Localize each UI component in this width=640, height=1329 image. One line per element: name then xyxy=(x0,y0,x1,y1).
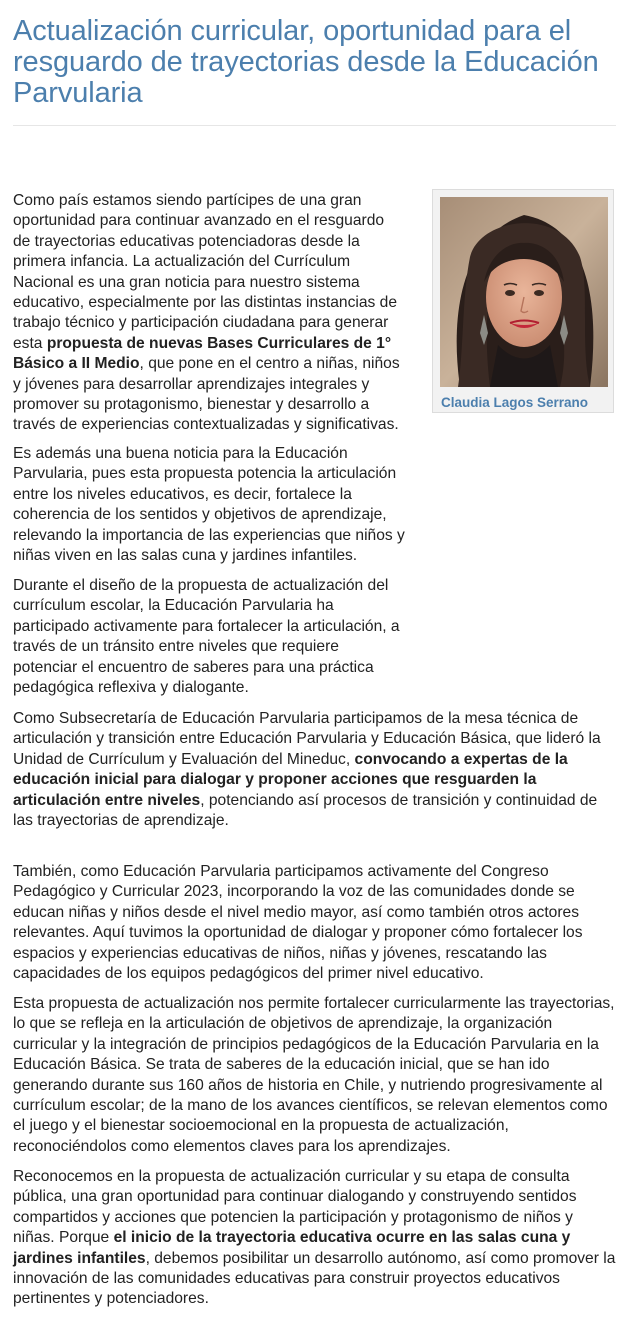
paragraph xyxy=(13,444,409,566)
paragraph xyxy=(13,576,403,698)
paragraph xyxy=(13,862,617,984)
paragraph-text: Reconocemos en la propuesta de actualización curricular y su etapa de consulta pública, una gran oportunidad para continuar dialogando y construyendo sentidos compartidos y acciones que potencien la participación y protagonismo de niños y niñas. Porque xyxy=(13,1168,577,1247)
paragraph-text: , potenciando así procesos de transición y continuidad de las trayectorias de aprendizaje. xyxy=(13,791,598,830)
article-title: Actualización curricular, oportunidad para el resguardo de trayectorias desde la Educación Parvularia xyxy=(13,15,599,109)
title-divider xyxy=(13,125,616,126)
paragraph xyxy=(13,709,613,831)
paragraph-text: , que pone en el centro a niñas, niños y jóvenes para desarrollar aprendizajes integrales y promover su protagonismo, bienestar y desarrollo a través de experiencias contextualizadas y significativas. xyxy=(13,355,400,434)
author-photo-box xyxy=(432,189,614,413)
paragraph-bold-text: propuesta de nuevas Bases Curriculares de 1° Básico a II Medio xyxy=(13,334,392,373)
paragraph-text: También, como Educación Parvularia participamos activamente del Congreso Pedagógico y Curricular 2023, incorporando la voz de las comunidades donde se educan niñas y niños desde el nivel medio mayor, así como también otros actores relevantes. Aquí tuvimos la oportunidad de dialogar y proponer cómo fortalecer los espacios y experiencias educativas de niños, niñas y jóvenes, rescatando las capacidades de los equipos pedagógicos del primer nivel educativo. xyxy=(13,863,583,983)
paragraph-bold-text: el inicio de la trayectoria educativa ocurre en las salas cuna y jardines infantiles xyxy=(13,1229,571,1267)
author-caption: Claudia Lagos Serrano xyxy=(441,395,589,410)
paragraph-text: Durante el diseño de la propuesta de actualización del currículum escolar, la Educación Parvularia ha participado activamente para fortalecer la articulación, a través de un tránsito entre niveles que requiere potenciar el encuentro de saberes para una práctica pedagógica reflexiva y dialogante. xyxy=(13,577,400,697)
paragraph-text: Es además una buena noticia para la Educación Parvularia, pues esta propuesta potencia la articulación entre los niveles educativos, es decir, fortalece la coherencia de los sentidos y objetivos de aprendizaje, relevando la importancia de las experiencias que niños y niñas viven en las salas cuna y jardines infantiles. xyxy=(13,445,405,565)
paragraph xyxy=(13,994,617,1157)
paragraph-text: Esta propuesta de actualización nos permite fortalecer curricularmente las trayectorias, lo que se refleja en la articulación de objetivos de aprendizaje, la organización curricular y la integración de principios pedagógicos de la Educación Parvularia en la Educación Básica. Se trata de saberes de la educación inicial, que se han ido generando durante sus 160 años de historia en Chile, y nutriendo progresivamente al currículum escolar; de la mano de los avances científicos, se relevan elementos como el juego y el bienestar socioemocional en la propuesta de actualización, reconociéndolos como elementos claves para los aprendizajes. xyxy=(13,995,615,1155)
paragraph-bold-text: convocando a expertas de la educación inicial para dialogar y proponer acciones que resguarden la articulación entre niveles xyxy=(13,750,568,809)
paragraph xyxy=(13,191,405,436)
paragraph-text: Como país estamos siendo partícipes de una gran oportunidad para continuar avanzado en el resguardo de trayectorias educativas potenciadoras desde la primera infancia. La actualización del Currículum Nacional es una gran noticia para nuestro sistema educativo, especialmente por las distintas instancias de trabajo técnico y participación ciudadana para generar esta xyxy=(13,192,397,352)
author-photo xyxy=(440,197,608,387)
paragraph-text: , debemos posibilitar un desarrollo autónomo, así como promover la innovación de las comunidades educativas para construir proyectos educativos pertinentes y potenciadores. xyxy=(13,1249,616,1308)
paragraph xyxy=(13,1167,617,1310)
paragraph-text: Como Subsecretaría de Educación Parvularia participamos de la mesa técnica de articulación y transición entre Educación Parvularia y Educación Básica, que lideró la Unidad de Currículum y Evaluación del Mineduc, xyxy=(13,710,601,768)
